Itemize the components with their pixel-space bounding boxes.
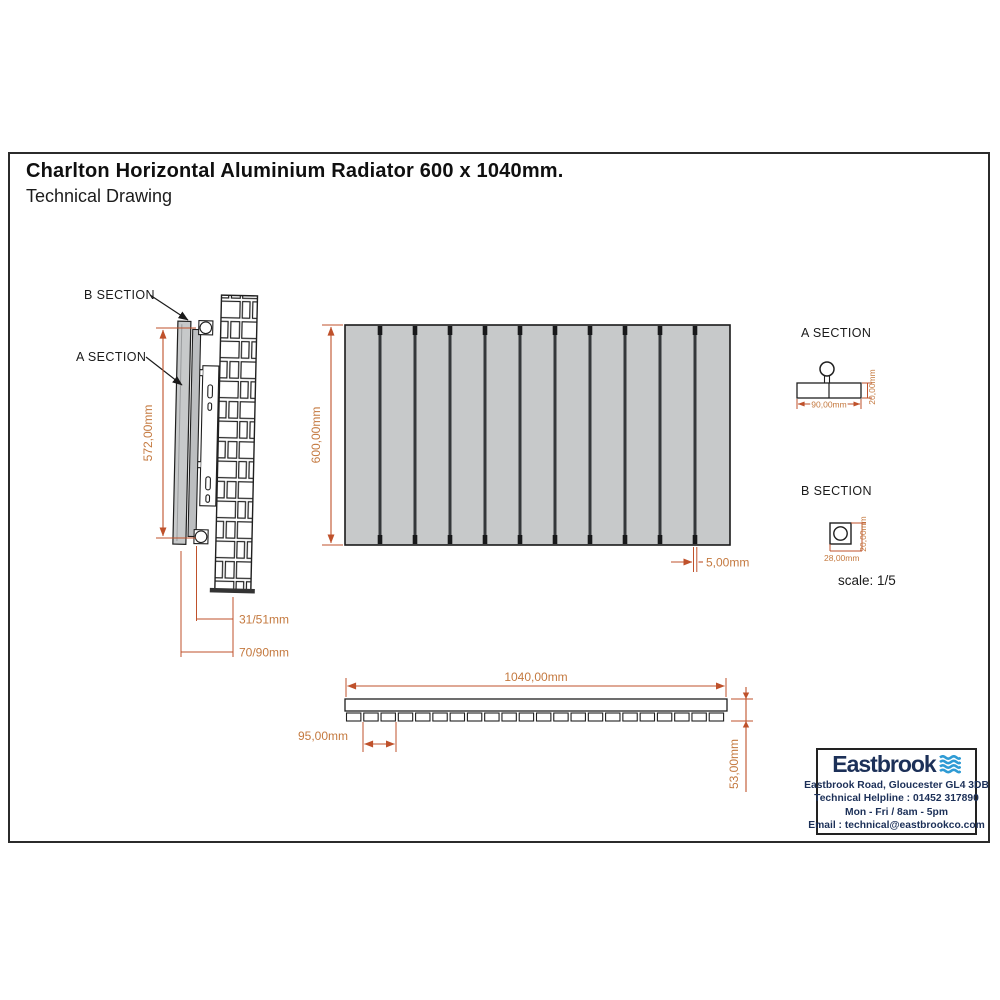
page-title: Charlton Horizontal Aluminium Radiator 600 x 1040mm. [26, 160, 564, 182]
dim-label-b-20: 20,00mm [858, 516, 868, 552]
b-section-detail [801, 484, 872, 563]
brand-logo [832, 751, 960, 778]
manufacturer-email: Email : technical@eastbrookco.com [808, 819, 985, 831]
manufacturer-hours: Mon - Fri / 8am - 5pm [845, 806, 948, 818]
dim-label-572: 572,00mm [141, 404, 155, 462]
dim-label-70-90: 70/90mm [239, 645, 290, 660]
dim-label-31-51: 31/51mm [239, 612, 290, 627]
dim-label-1040: 1040,00mm [504, 670, 568, 684]
dim-label-53: 53,00mm [727, 738, 741, 790]
manufacturer-info-box [804, 748, 989, 835]
bracket-slot [208, 403, 212, 411]
brand-name: Eastbrook [832, 751, 936, 778]
dim-label-5: 5,00mm [706, 555, 750, 570]
dim-label-95: 95,00mm [298, 729, 349, 743]
b-section-title: B SECTION [801, 484, 872, 498]
page-subtitle: Technical Drawing [26, 186, 173, 206]
front-view-drawing [309, 325, 749, 572]
radiator-fins [347, 713, 724, 721]
side-view-drawing [76, 288, 289, 660]
wave-icon [939, 755, 961, 774]
dim-label-a-20: 20,00mm [867, 369, 877, 405]
a-section-detail [797, 326, 877, 410]
radiator-front-body [345, 325, 730, 545]
top-view-drawing [298, 670, 753, 792]
side-view-wall-assembly [172, 294, 262, 593]
manufacturer-address: Eastbrook Road, Gloucester GL4 3DB [804, 780, 989, 792]
a-section-callout: A SECTION [76, 350, 147, 364]
a-section-title: A SECTION [801, 326, 872, 340]
radiator-top-body [345, 699, 727, 711]
brick-wall [215, 295, 258, 591]
b-section-tube [834, 527, 847, 540]
dim-label-b-28: 28,00mm [824, 553, 860, 563]
dim-label-600: 600,00mm [309, 406, 323, 464]
bottom-tube [195, 531, 207, 543]
scale-note: scale: 1/5 [838, 573, 896, 588]
b-section-leader-line [150, 295, 188, 320]
top-tube [200, 322, 212, 334]
b-section-callout: B SECTION [84, 288, 155, 302]
bracket-slot [208, 385, 213, 398]
manufacturer-helpline: Technical Helpline : 01452 317890 [814, 793, 979, 805]
bracket-slot [206, 495, 210, 503]
bracket-slot [206, 477, 211, 490]
a-section-tube [820, 362, 834, 376]
dim-label-90: 90,00mm [811, 399, 847, 410]
